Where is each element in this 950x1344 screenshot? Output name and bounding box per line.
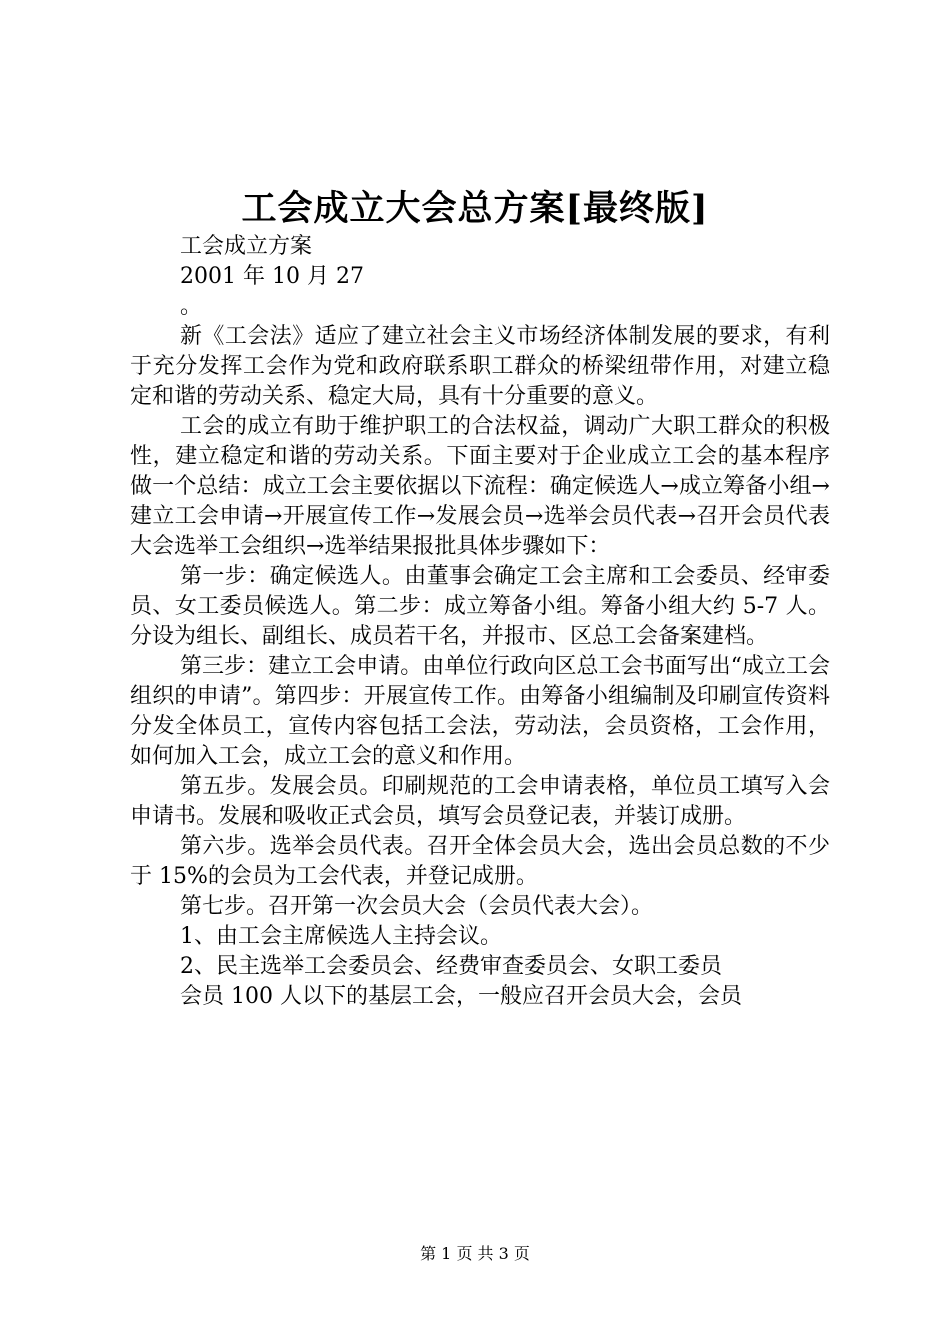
paragraph-10: 会员 100 人以下的基层工会，一般应召开会员大会，会员 — [180, 984, 742, 1009]
period-line: 。 — [180, 294, 203, 319]
paragraph-5: 第五步。发展会员。印刷规范的工会申请表格，单位员工填写入会申请书。发展和吸收正式会员，填写会员登记表，并装订成册。 — [130, 774, 830, 829]
document-body — [130, 232, 830, 1012]
paragraph-7: 第七步。召开第一次会员大会（会员代表大会）。 — [180, 894, 654, 919]
paragraph-9: 2、民主选举工会委员会、经费审查委员会、女职工委员 — [180, 954, 722, 979]
paragraph-2: 工会的成立有助于维护职工的合法权益，调动广大职工群众的积极性，建立稳定和谐的劳动关系。下面主要对于企业成立工会的基本程序做一个总结：成立工会主要依据以下流程：确定候选人→成立筹备小组→建立工会申请→开展宣传工作→发展会员→选举会员代表→召开会员代表大会选举工会组织→选举结果报批具体步骤如下： — [130, 414, 830, 559]
subtitle-line: 工会成立方案 — [180, 234, 313, 259]
date-line: 2001 年 10 月 27 — [180, 264, 364, 289]
paragraph-3: 第一步：确定候选人。由董事会确定工会主席和工会委员、经审委员、女工委员候选人。第二步：成立筹备小组。筹备小组大约 5-7 人。分设为组长、副组长、成员若干名，并报市、区总工会备案建档。 — [130, 564, 830, 649]
page-number: 第 1 页 共 3 页 — [420, 1244, 530, 1263]
paragraph-4: 第三步：建立工会申请。由单位行政向区总工会书面写出“成立工会组织的申请”。第四步：开展宣传工作。由筹备小组编制及印刷宣传资料分发全体员工，宣传内容包括工会法，劳动法，会员资格，工会作用，如何加入工会，成立工会的意义和作用。 — [130, 654, 830, 769]
document-title: 工会成立大会总方案[最终版] — [241, 188, 709, 229]
paragraph-6: 第六步。选举会员代表。召开全体会员大会，选出会员总数的不少于 15%的会员为工会代表，并登记成册。 — [130, 834, 830, 889]
paragraph-8: 1、由工会主席候选人主持会议。 — [180, 924, 502, 949]
paragraph-1: 新《工会法》适应了建立社会主义市场经济体制发展的要求，有利于充分发挥工会作为党和政府联系职工群众的桥梁纽带作用，对建立稳定和谐的劳动关系、稳定大局，具有十分重要的意义。 — [130, 324, 830, 409]
